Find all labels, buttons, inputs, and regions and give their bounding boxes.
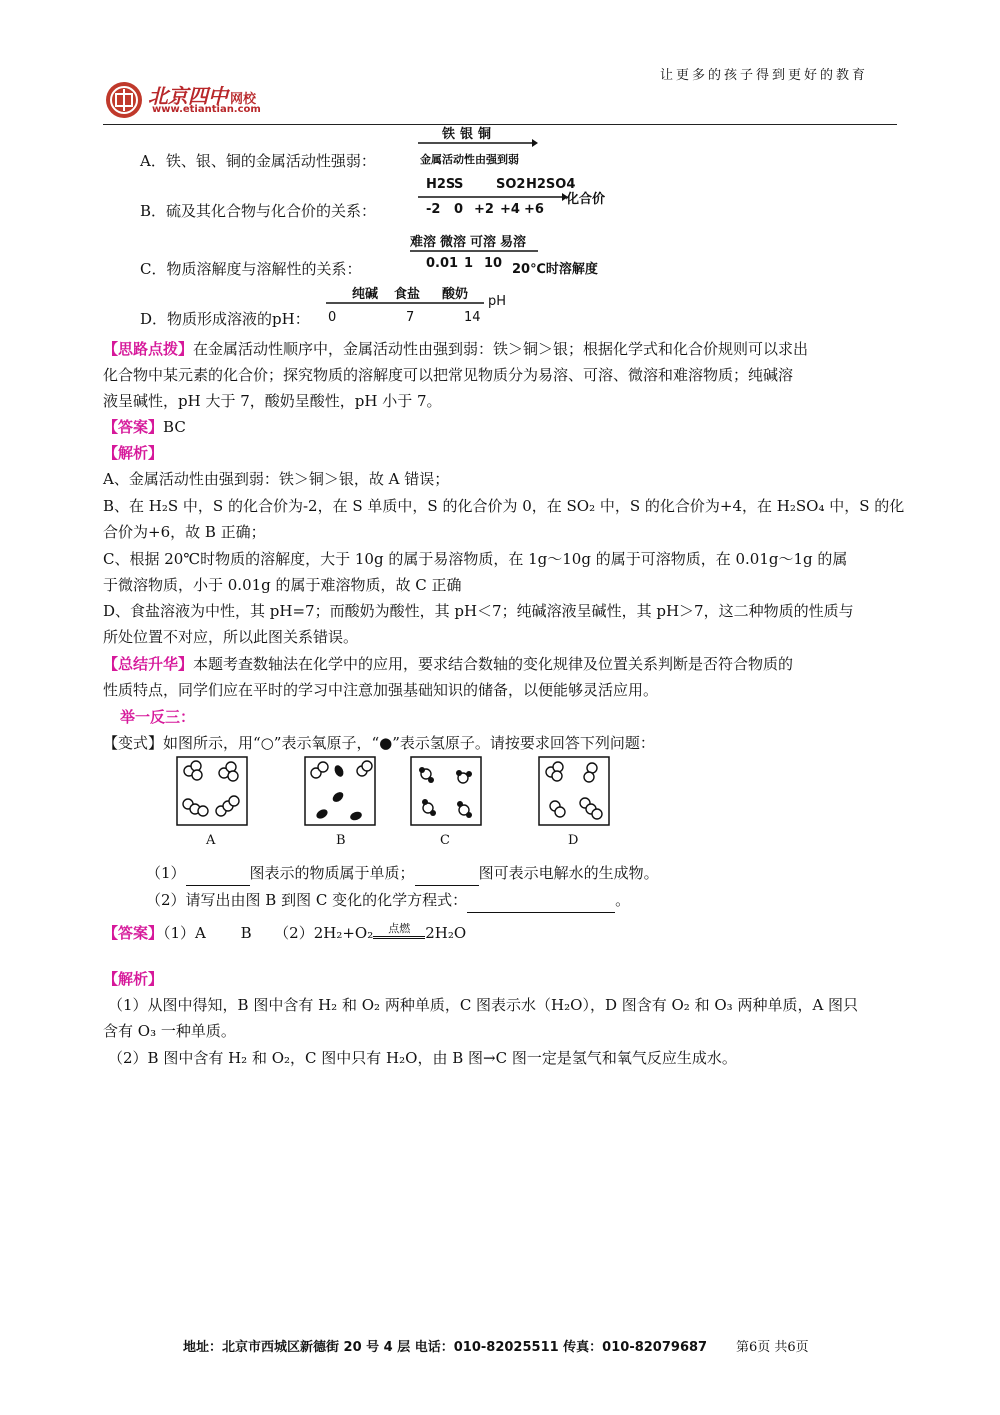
analysis-2-line-1: （1）从图中得知，B 图中含有 H₂ 和 O₂ 两种单质，C 图表示水（H₂O），D 图含有 O₂ 和 O₃ 两种单质，A 图只 — [108, 996, 859, 1014]
class-label: 难溶 — [410, 235, 437, 250]
tick-label: 1 — [464, 256, 474, 271]
analysis-1-tag: 【解析】 — [103, 444, 164, 462]
tick-label: +6 — [524, 202, 544, 217]
tick-label: 14 — [464, 310, 481, 325]
analysis-1-c1: C、根据 20℃时物质的溶解度，大于 10g 的属于易溶物质，在 1g～10g 的属于可溶物质，在 0.01g～1g 的属 — [103, 550, 848, 568]
class-label: 可溶 — [470, 235, 497, 250]
extend-title: 举一反三： — [120, 708, 196, 726]
footer — [0, 1330, 1000, 1360]
tick-label: 7 — [406, 310, 415, 325]
tick-label: 0 — [328, 310, 337, 325]
footer-address: 地址：北京市西城区新德街 20 号 4 层 电话：010-82025511 传真：010-82079687 — [183, 1340, 708, 1355]
tick-label: -2 — [426, 202, 441, 217]
logo-emblem-icon — [104, 80, 144, 120]
molecule-box-a — [176, 756, 248, 826]
option-c-axis — [410, 228, 630, 278]
summary-line-2: 性质特点，同学们应在平时的学习中注意加强基础知识的储备，以便能够灵活应用。 — [103, 681, 659, 699]
tick-label: +4 — [500, 202, 520, 217]
class-label: 微溶 — [440, 235, 467, 250]
analysis-1-d2: 所处位置不对应，所以此图关系错误。 — [103, 628, 359, 646]
species-label: H2S — [426, 177, 456, 192]
hint-line-1: 【思路点拨】在金属活动性顺序中，金属活动性由强到弱：铁＞铜＞银；根据化学式和化合价规则可以求出 — [103, 340, 809, 358]
molecule-box-c — [410, 756, 482, 826]
metal-label: 银 — [460, 127, 474, 142]
axis-arrow-icon — [418, 192, 568, 202]
species-label: SO2 — [496, 177, 526, 192]
hint-line-2: 化合物中某元素的化合价；探究物质的溶解度可以把常见物质分为易溶、可溶、微溶和难溶物质；纯碱溶 — [103, 366, 794, 384]
answer-blank-3[interactable] — [467, 896, 615, 913]
axis-arrow-icon — [418, 138, 538, 148]
species-label: H2SO4 — [526, 177, 576, 192]
hint-tag: 【思路点拨】 — [103, 340, 194, 358]
summary-line-1: 【总结升华】本题考查数轴法在化学中的应用，要求结合数轴的变化规律及位置关系判断是否符合物质的 — [103, 655, 794, 673]
analysis-2-tag: 【解析】 — [103, 970, 164, 988]
question-2: （2）请写出由图 B 到图 C 变化的化学方程式： 。 — [146, 887, 630, 913]
species-label: S — [454, 177, 464, 192]
box-label-c: C — [440, 833, 450, 848]
answer-blank-2[interactable] — [415, 869, 479, 886]
header — [0, 0, 1000, 130]
analysis-1-d1: D、食盐溶液为中性，其 pH=7；而酸奶为酸性，其 pH＜7；纯碱溶液呈碱性，其 pH＞7，这二种物质的性质与 — [103, 602, 854, 620]
answer-1: 【答案】BC — [103, 418, 186, 436]
axis-line — [326, 300, 486, 306]
answer-blank-1[interactable] — [186, 869, 250, 886]
metal-label: 铜 — [478, 127, 492, 142]
option-d-axis — [326, 280, 526, 330]
molecule-box-d — [538, 756, 610, 826]
tick-label: 0 — [454, 202, 464, 217]
header-slogan: 让更多的孩子得到更好的教育 — [660, 68, 869, 83]
box-label-d: D — [568, 833, 579, 848]
tick-label: 10 — [484, 256, 503, 271]
option-a-label: A．铁、银、铜的金属活动性强弱： — [140, 152, 376, 170]
variant-line: 【变式】如图所示，用“○”表示氧原子，“●”表示氢原子。请按要求回答下列问题： — [103, 734, 655, 752]
reaction-condition: 点燃 — [373, 920, 425, 939]
variant-tag: 【变式】 — [103, 734, 164, 752]
option-b-label: B．硫及其化合物与化合价的关系： — [140, 202, 377, 220]
option-a-axis — [418, 120, 568, 170]
axis-caption: 20℃时溶解度 — [512, 262, 598, 277]
analysis-1-c2: 于微溶物质，小于 0.01g 的属于难溶物质，故 C 正确 — [103, 576, 462, 594]
analysis-2-line-2: 含有 O₃ 一种单质。 — [103, 1022, 236, 1040]
axis-caption: 化合价 — [566, 192, 606, 207]
option-d-label: D．物质形成溶液的pH： — [140, 310, 310, 328]
axis-line — [410, 248, 540, 254]
box-label-b: B — [336, 833, 346, 848]
tick-label: 0.01 — [426, 256, 459, 271]
analysis-1-b2: 合价为+6，故 B 正确； — [103, 523, 266, 541]
analysis-1-a: A、金属活动性由强到弱：铁＞铜＞银，故 A 错误； — [103, 470, 450, 488]
answer-tag: 【答案】 — [103, 418, 164, 436]
answer-2: 【答案】（1）A B （2）2H₂+O₂ 点燃 2H₂O — [103, 922, 467, 942]
tick-label: +2 — [474, 202, 494, 217]
logo-title: 北京四中 网校 — [148, 84, 257, 108]
option-c-label: C．物质溶解度与溶解性的关系： — [140, 260, 362, 278]
footer-page: 第6页 共6页 — [736, 1340, 809, 1355]
hint-line-3: 液呈碱性，pH 大于 7，酸奶呈酸性，pH 小于 7。 — [103, 392, 442, 410]
metal-label: 铁 — [442, 127, 456, 142]
box-label-a: A — [206, 833, 216, 848]
axis-caption: pH — [488, 294, 507, 309]
summary-tag: 【总结升华】 — [103, 655, 194, 673]
item-label: 食盐 — [394, 287, 421, 302]
molecule-box-b — [304, 756, 376, 826]
question-1: （1） 图表示的物质属于单质； 图可表示电解水的生成物。 — [146, 860, 659, 886]
analysis-1-b1: B、在 H₂S 中，S 的化合价为-2，在 S 单质中，S 的化合价为 0，在 SO₂ 中，S 的化合价为+4，在 H₂SO₄ 中，S 的化 — [103, 497, 905, 515]
answer-2-tag: 【答案】 — [103, 924, 164, 942]
axis-caption: 金属活动性由强到弱 — [420, 153, 519, 166]
class-label: 易溶 — [500, 235, 527, 250]
logo-url: www.etiantian.com — [152, 104, 261, 115]
option-b-axis — [418, 174, 618, 224]
analysis-2-line-3: （2）B 图中含有 H₂ 和 O₂，C 图中只有 H₂O，由 B 图→C 图一定是氢气和氧气反应生成水。 — [108, 1049, 737, 1067]
item-label: 纯碱 — [352, 287, 379, 302]
item-label: 酸奶 — [442, 287, 469, 302]
